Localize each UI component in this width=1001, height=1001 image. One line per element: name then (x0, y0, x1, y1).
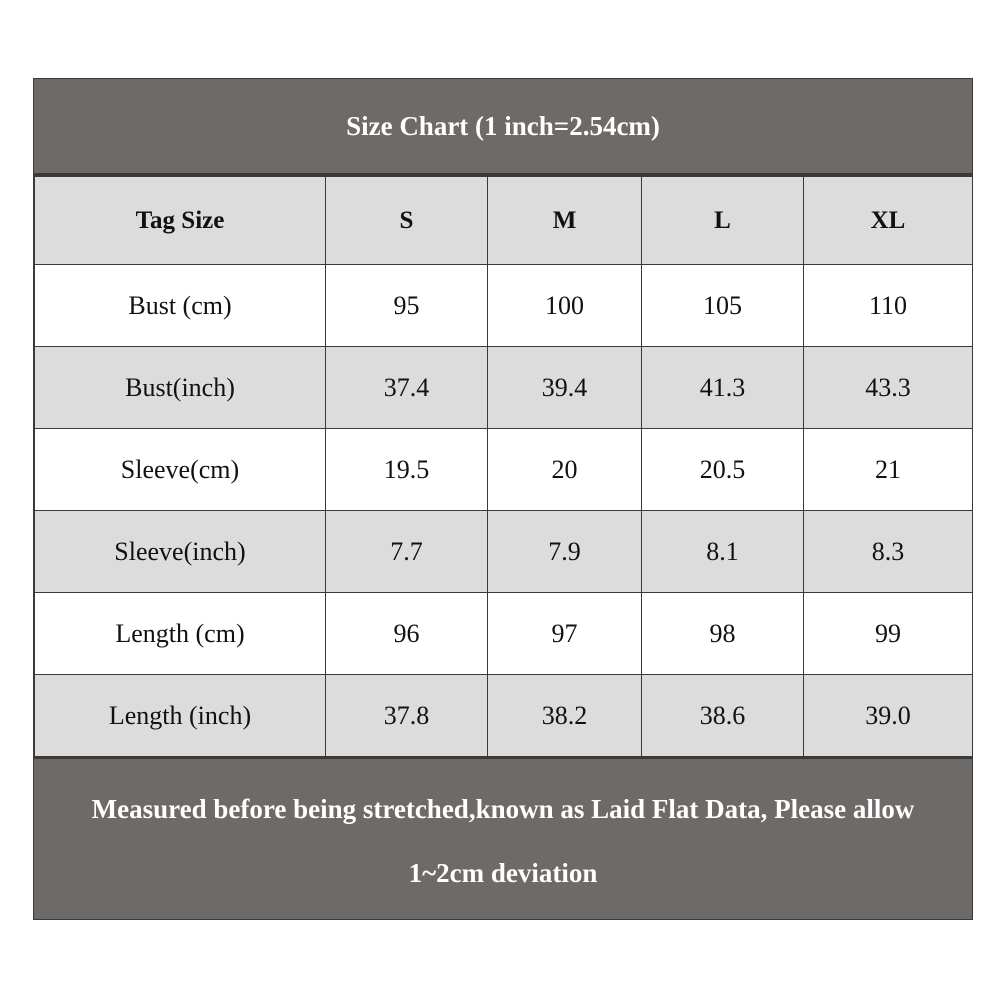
table-cell: 97 (488, 593, 642, 675)
size-table (34, 176, 973, 757)
table-cell: 7.9 (488, 511, 642, 593)
header-size-l: L (642, 177, 804, 265)
row-label: Bust(inch) (35, 347, 326, 429)
table-cell: 20 (488, 429, 642, 511)
table-cell: 95 (326, 265, 488, 347)
row-label: Sleeve(cm) (35, 429, 326, 511)
table-cell: 39.0 (804, 675, 973, 757)
table-cell: 8.1 (642, 511, 804, 593)
note-line-2: 1~2cm deviation (408, 858, 598, 888)
table-cell: 100 (488, 265, 642, 347)
table-row (35, 265, 973, 347)
table-cell: 37.4 (326, 347, 488, 429)
table-row (35, 429, 973, 511)
table-row (35, 347, 973, 429)
table-cell: 38.2 (488, 675, 642, 757)
header-size-m: M (488, 177, 642, 265)
table-cell: 21 (804, 429, 973, 511)
chart-title: Size Chart (1 inch=2.54cm) (34, 79, 972, 176)
table-cell: 38.6 (642, 675, 804, 757)
note-line-1: Measured before being stretched,known as Laid Flat Data, Please allow (91, 794, 915, 824)
table-row (35, 511, 973, 593)
row-label: Bust (cm) (35, 265, 326, 347)
table-cell: 110 (804, 265, 973, 347)
table-cell: 96 (326, 593, 488, 675)
table-cell: 98 (642, 593, 804, 675)
row-label: Length (inch) (35, 675, 326, 757)
header-tag-size: Tag Size (35, 177, 326, 265)
measurement-note (34, 756, 972, 919)
table-cell: 20.5 (642, 429, 804, 511)
table-cell: 37.8 (326, 675, 488, 757)
table-cell: 41.3 (642, 347, 804, 429)
table-cell: 105 (642, 265, 804, 347)
row-label: Length (cm) (35, 593, 326, 675)
table-cell: 43.3 (804, 347, 973, 429)
row-label: Sleeve(inch) (35, 511, 326, 593)
table-row (35, 675, 973, 757)
header-size-s: S (326, 177, 488, 265)
table-cell: 39.4 (488, 347, 642, 429)
size-chart (33, 78, 973, 920)
table-cell: 7.7 (326, 511, 488, 593)
header-size-xl: XL (804, 177, 973, 265)
table-cell: 8.3 (804, 511, 973, 593)
table-row (35, 593, 973, 675)
table-cell: 99 (804, 593, 973, 675)
table-header-row (35, 177, 973, 265)
table-cell: 19.5 (326, 429, 488, 511)
